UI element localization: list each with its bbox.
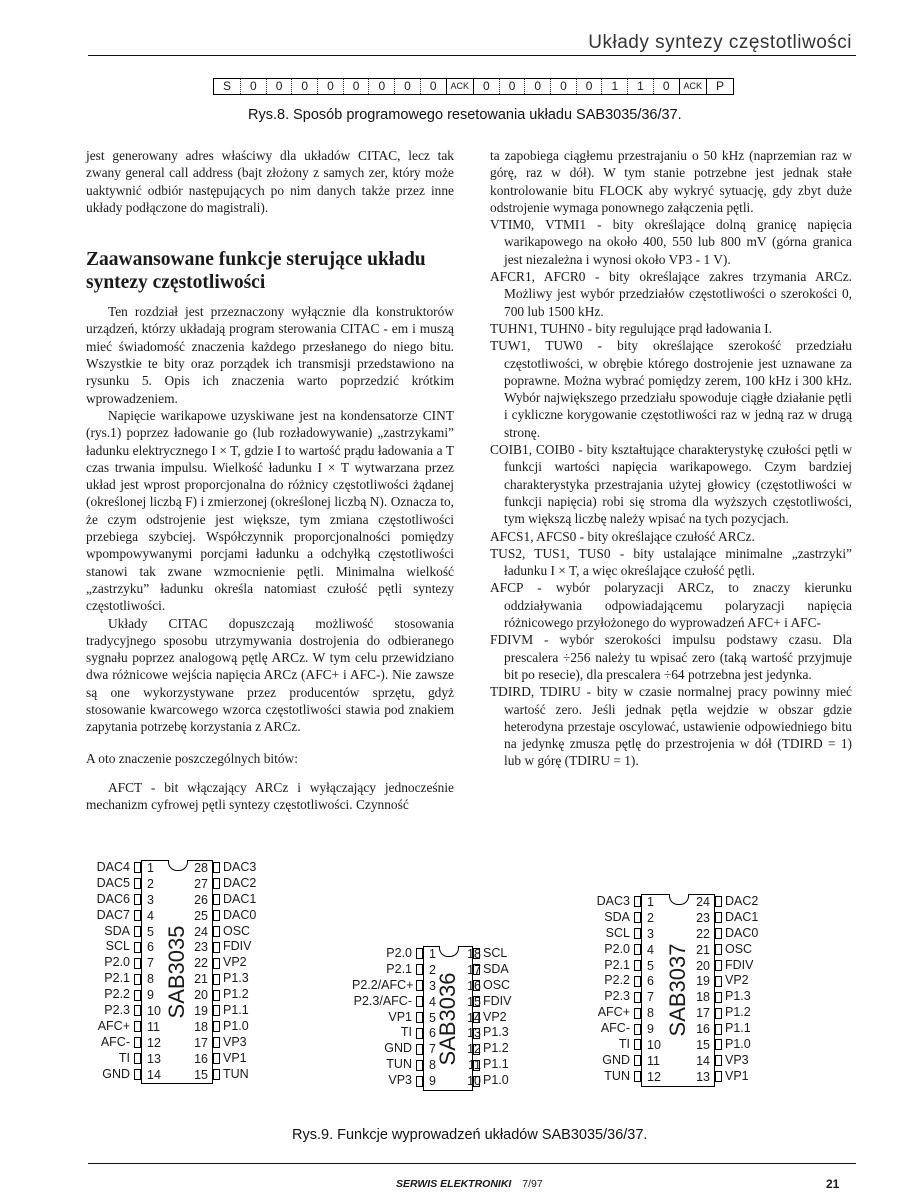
- magazine-name: SERWIS ELEKTRONIKI: [396, 1178, 512, 1190]
- pin-number: 12: [647, 1069, 661, 1084]
- bit-cell: S: [223, 79, 232, 93]
- pin-number: 7: [429, 1042, 436, 1057]
- pin-number: 12: [147, 1035, 161, 1050]
- paragraph-3: Układy CITAC dopuszczają możliwość stosowania tradycyjnego sposobu utrzymywania dostrojenia do odbieranego sygnału poprzez analogową pętlę ARCz. W tym celu przewidziano dwa różnicowe wejścia napięcia ARCz (AFC+ i AFC-). Nie zawsze są one wykorzystywane przez producentów sprzętu, gdyż stosowanie kwarcowego wzorca częstotliwości stawia pod znakiem zapytania potrzebę korzystania z ARCz.: [86, 615, 454, 735]
- pin-marker: [213, 926, 220, 937]
- pin-number: 10: [647, 1038, 661, 1053]
- pin-name: AFC+: [597, 1005, 630, 1020]
- pin-marker: [715, 992, 722, 1003]
- pin-marker: [634, 976, 641, 987]
- pin-number: 28: [194, 861, 208, 875]
- pin-name: P1.3: [483, 1025, 509, 1040]
- pin-name: P2.0: [386, 946, 412, 960]
- pin-name: P1.0: [223, 1018, 249, 1033]
- pin-number: 1: [429, 947, 436, 961]
- pin-number: 26: [194, 892, 208, 907]
- pin-number: 16: [467, 978, 481, 993]
- pin-name: P2.2: [604, 973, 630, 988]
- pin-number: 15: [467, 994, 481, 1009]
- pin-name: SDA: [104, 923, 130, 938]
- intro-paragraph: jest generowany adres właściwy dla układów CITAC, lecz tak zwany general call address (bajt złożony z samych zer, który może uaktywnić odbiór następujących po nim danych także przez inne układy podłączone do magistrali).: [86, 148, 454, 215]
- pin-number: 8: [429, 1058, 436, 1073]
- pin-name: DAC0: [223, 907, 257, 922]
- pin-number: 17: [194, 1035, 208, 1050]
- pin-marker: [715, 1008, 722, 1019]
- pin-marker: [634, 944, 641, 955]
- pin-marker: [416, 996, 423, 1007]
- pin-number: 2: [429, 962, 436, 977]
- pin-name: P2.3/AFC-: [353, 993, 412, 1008]
- bit-cell: 0: [576, 79, 602, 94]
- pin-marker: [416, 948, 423, 959]
- pin-number: 7: [147, 956, 154, 971]
- pin-marker: [213, 990, 220, 1001]
- pin-name: VP1: [388, 1009, 412, 1024]
- pin-number: 21: [194, 972, 208, 987]
- pin-marker: [134, 1021, 141, 1032]
- pin-name: TUN: [386, 1057, 412, 1072]
- running-title: Układy syntezy częstotliwości: [588, 32, 852, 53]
- pin-number: 27: [194, 876, 208, 891]
- pin-marker: [213, 910, 220, 921]
- pin-name: VP3: [388, 1073, 412, 1088]
- pin-name: SCL: [483, 946, 508, 960]
- footer-rule: [88, 1163, 856, 1164]
- pin-name: VP3: [223, 1034, 247, 1049]
- pin-marker: [416, 1044, 423, 1055]
- pin-name: GND: [102, 1066, 130, 1081]
- pin-name: TI: [618, 1037, 630, 1052]
- pin-name: SDA: [604, 909, 630, 924]
- pin-marker: [134, 974, 141, 985]
- bit-cell: 0: [420, 79, 446, 94]
- paragraph-1: Ten rozdział jest przeznaczony wyłącznie dla konstruktorów urządzeń, którzy układają program sterowania CITAC - em i muszą mieć świadomość znaczenia każdego przesłanego do niego bitu. Wszystkie te bity oraz porządek ich transmisji przedstawiono na rysunku 5. Opis ich znaczenia warto poprzedzić krótkim wprowadzeniem.: [86, 304, 454, 406]
- right-column: [490, 147, 852, 770]
- pin-name: TI: [118, 1050, 130, 1065]
- pin-name: SCL: [105, 939, 130, 954]
- pin-marker: [634, 1071, 641, 1082]
- pin-name: P2.1: [104, 971, 130, 986]
- pin-number: 18: [696, 990, 710, 1005]
- pin-marker: [134, 926, 141, 937]
- pin-number: 4: [429, 994, 436, 1009]
- pin-name: GND: [384, 1041, 412, 1056]
- pin-marker: [134, 910, 141, 921]
- pin-marker: [213, 1037, 220, 1048]
- chip-sab3036: [352, 946, 511, 1091]
- pin-number: 14: [147, 1067, 161, 1082]
- pin-marker: [634, 960, 641, 971]
- pin-marker: [416, 1060, 423, 1071]
- pin-number: 20: [194, 988, 208, 1003]
- pin-number: 4: [147, 908, 154, 923]
- pin-name: VP1: [725, 1068, 749, 1083]
- pin-number: 3: [647, 926, 654, 941]
- pin-marker: [213, 862, 220, 873]
- bit-description-0: ta zapobiega ciągłemu przestrajaniu o 50 kHz (naprzemian raz w górę, raz w dół). W tym stanie potrzebne jest jednak stałe kontrolowanie bitu FLOCK aby wykryć sytuację, gdy zbyt duże odstrojenie wymaga ponownego załączenia pętli.: [490, 148, 852, 215]
- pin-number: 19: [194, 1004, 208, 1019]
- pin-name: TI: [400, 1025, 412, 1040]
- pin-marker: [134, 1069, 141, 1080]
- pin-name: AFC-: [100, 1034, 130, 1049]
- pin-number: 5: [647, 958, 654, 973]
- pin-number: 10: [467, 1074, 481, 1089]
- pin-name: DAC4: [96, 860, 130, 874]
- afct-paragraph: AFCT - bit włączający ARCz i wyłączający jednocześnie mechanizm cyfrowej pętli syntezy częstotliwości. Czynność: [86, 779, 454, 813]
- bit-cell: 0: [317, 79, 343, 94]
- pin-marker: [416, 1076, 423, 1087]
- pin-marker: [715, 976, 722, 987]
- pin-name: VP3: [725, 1052, 749, 1067]
- pin-name: FDIV: [483, 993, 512, 1008]
- pin-marker: [134, 878, 141, 889]
- bit-description-3: TUHN1, TUHN0 - bity regulujące prąd ładowania I.: [490, 320, 772, 336]
- pin-marker: [134, 958, 141, 969]
- pin-marker: [715, 1024, 722, 1035]
- bit-cell: 0: [550, 79, 576, 94]
- pin-name: P2.1: [386, 961, 412, 976]
- bit-cell: 0: [240, 79, 266, 94]
- pin-marker: [715, 1071, 722, 1082]
- bit-cell: 0: [499, 79, 525, 94]
- pin-name: P2.3: [604, 989, 630, 1004]
- pin-name: P1.1: [725, 1021, 751, 1036]
- pin-name: P1.3: [223, 971, 249, 986]
- pin-number: 4: [647, 942, 654, 957]
- chip-sab3037: [570, 894, 758, 1087]
- bit-description-6: AFCS1, AFCS0 - bity określające czułość ARCz.: [490, 528, 755, 544]
- pin-marker: [634, 992, 641, 1003]
- pin-marker: [213, 974, 220, 985]
- pin-name: OSC: [725, 941, 753, 956]
- pin-name: OSC: [223, 923, 251, 938]
- paragraph-4: A oto znaczenie poszczególnych bitów:: [86, 750, 298, 766]
- pin-number: 20: [696, 958, 710, 973]
- pin-marker: [134, 894, 141, 905]
- pin-number: 8: [147, 972, 154, 987]
- pin-name: VP2: [223, 955, 247, 970]
- footer-magazine: [396, 1178, 543, 1190]
- pin-name: VP1: [223, 1050, 247, 1065]
- section-heading: Zaawansowane funkcje sterujące układu syntezy częstotliwości: [86, 249, 426, 294]
- pin-marker: [634, 1024, 641, 1035]
- bit-description-5: COIB1, COIB0 - bity kształtujące charakterystykę czułości pętli w funkcji wartości napięcia warikapowego. Czym bardziej charakterystyka przestrajania użytej głowicy (częstotliwości w funkcji napięcia) robi się stroma dla wyższych częstotliwości, tym większą liczbę należy wpisać na tych pozycjach.: [490, 442, 852, 527]
- pin-marker: [416, 964, 423, 975]
- pin-number: 5: [429, 1010, 436, 1025]
- pin-marker: [715, 1039, 722, 1050]
- bit-description-1: VTIM0, VTMI1 - bity określające dolną granicę napięcia warikapowego na około 400, 550 lub 800 mV (górna granica jest niezależna i wynosi około VP3 - 1 V).: [490, 217, 852, 267]
- pin-marker: [634, 928, 641, 939]
- pin-number: 25: [194, 908, 208, 923]
- pin-marker: [634, 912, 641, 923]
- bit-cell: ACK: [446, 79, 475, 94]
- pin-number: 22: [696, 926, 710, 941]
- pin-marker: [213, 878, 220, 889]
- pin-name: P1.3: [725, 989, 751, 1004]
- chip-body: 1 2 3 4 5 6 7 8 9 18 17 16 15 14 13 12 11 10 SAB3036: [423, 946, 473, 1091]
- pin-number: 23: [696, 910, 710, 925]
- bit-sequence-diagram: [213, 78, 734, 95]
- pin-name: AFC-: [600, 1021, 630, 1036]
- pin-name: DAC6: [96, 891, 130, 906]
- bit-cell: ACK: [679, 79, 708, 94]
- bit-cell: 0: [266, 79, 292, 94]
- pin-name: P1.1: [483, 1057, 509, 1072]
- pin-name: DAC3: [223, 860, 257, 874]
- pin-name: DAC2: [223, 875, 257, 890]
- pin-name: GND: [602, 1052, 630, 1067]
- pin-name: P1.2: [725, 1005, 751, 1020]
- pin-marker: [213, 894, 220, 905]
- pin-number: 18: [194, 1019, 208, 1034]
- bit-cell: P: [716, 79, 725, 93]
- pin-marker: [213, 942, 220, 953]
- chip-body: 1 2 3 4 5 6 7 8 9 10 11 12 13 14 28 27 26 25 24 23 22 21 20 19 18 17 16 15 SAB3035: [141, 860, 213, 1084]
- pin-name: P1.2: [223, 987, 249, 1002]
- pin-number: 11: [647, 1053, 660, 1068]
- pin-number: 19: [696, 974, 710, 989]
- pin-number: 6: [429, 1026, 436, 1041]
- pin-number: 14: [467, 1010, 481, 1025]
- pin-marker: [213, 1069, 220, 1080]
- pin-number: 1: [647, 895, 654, 909]
- pin-name: OSC: [483, 977, 511, 992]
- pin-marker: [715, 912, 722, 923]
- pin-name: FDIV: [223, 939, 252, 954]
- bit-description-7: TUS2, TUS1, TUS0 - bity ustalające minimalne „zastrzyki” ładunku I × T, a więc określające czułość pętli.: [490, 545, 852, 579]
- chip-sab3035: [70, 860, 256, 1084]
- pin-number: 2: [647, 910, 654, 925]
- bit-cell: 0: [653, 79, 679, 94]
- pin-name: DAC1: [725, 909, 759, 924]
- pin-marker: [416, 1012, 423, 1023]
- pin-name: AFC+: [97, 1018, 130, 1033]
- pin-marker: [213, 1021, 220, 1032]
- bit-cell: 0: [524, 79, 550, 94]
- pin-name: DAC1: [223, 891, 257, 906]
- issue-number: 7/97: [522, 1178, 543, 1190]
- pin-name: P2.0: [104, 955, 130, 970]
- header-rule: [88, 55, 856, 56]
- figure8-caption: Rys.8. Sposób programowego resetowania układu SAB3035/36/37.: [248, 107, 682, 123]
- pin-name: SCL: [605, 925, 630, 940]
- pin-marker: [634, 1039, 641, 1050]
- pin-number: 11: [147, 1019, 160, 1034]
- pin-name: P1.0: [725, 1037, 751, 1052]
- bit-cell: 0: [368, 79, 394, 94]
- pin-marker: [134, 1053, 141, 1064]
- pin-name: DAC0: [725, 925, 759, 940]
- bit-description-4: TUW1, TUW0 - bity określające szerokość przedziału częstotliwości, w obrębie którego dostrojenie jest uznawane za poprawne. Można wybrać pomiędzy zerem, 100 kHz i 300 kHz. Wybór największego przedziału spowoduje ciągłe działanie pętli i cykliczne korygowanie częstotliwości raz w jedną raz w drugą stronę.: [490, 338, 852, 440]
- pin-number: 3: [429, 978, 436, 993]
- pin-marker: [715, 944, 722, 955]
- pin-number: 7: [647, 990, 654, 1005]
- pin-name: VP2: [725, 973, 749, 988]
- pin-marker: [715, 896, 722, 907]
- pin-number: 13: [696, 1069, 710, 1084]
- pin-number: 10: [147, 1004, 161, 1019]
- pin-number: 8: [647, 1006, 654, 1021]
- pin-name: SDA: [483, 961, 509, 976]
- pin-marker: [213, 1005, 220, 1016]
- pin-name: P1.0: [483, 1073, 509, 1088]
- left-column: [86, 147, 454, 814]
- pin-name: P2.2/AFC+: [352, 977, 414, 992]
- pin-name: P2.2: [104, 987, 130, 1002]
- pin-name: DAC3: [596, 894, 630, 908]
- pin-marker: [134, 1005, 141, 1016]
- pin-marker: [715, 1055, 722, 1066]
- pin-number: 16: [194, 1051, 208, 1066]
- pin-marker: [134, 990, 141, 1001]
- pin-number: 16: [696, 1022, 710, 1037]
- pin-number: 18: [467, 947, 481, 961]
- pin-marker: [634, 896, 641, 907]
- pin-number: 6: [147, 940, 154, 955]
- pin-number: 14: [696, 1053, 710, 1068]
- pin-marker: [634, 1008, 641, 1019]
- bit-description-2: AFCR1, AFCR0 - bity określające zakres trzymania ARCz. Możliwy jest wybór przedziałów częstotliwości o szerokości 0, 700 lub 1500 kHz.: [490, 269, 852, 319]
- bit-cell: 0: [483, 79, 490, 93]
- pin-number: 3: [147, 892, 154, 907]
- pin-number: 9: [647, 1022, 654, 1037]
- pin-number: 21: [696, 942, 710, 957]
- pin-name: P1.2: [483, 1041, 509, 1056]
- pin-name: P1.1: [223, 1003, 249, 1018]
- pin-number: 23: [194, 940, 208, 955]
- pin-marker: [134, 1037, 141, 1048]
- chip-body: 1 2 3 4 5 6 7 8 9 10 11 12 24 23 22 21 20 19 18 17 16 15 14 13 SAB3037: [641, 894, 715, 1087]
- bit-cell: 0: [291, 79, 317, 94]
- bit-description-10: TDIRD, TDIRU - bity w czasie normalnej pracy powinny mieć wartość zero. Jeśli jednak pętla wejdzie w obszar gdzie heterodyna przestaje oscylować, ustawienie odpowiedniego bitu na jedynkę zmusza pętlę do przestrojenia w dół (TDIRD = 1) lub w górę (TDIRU = 1).: [490, 684, 852, 769]
- pin-number: 9: [429, 1074, 436, 1089]
- pin-marker: [416, 980, 423, 991]
- pin-number: 22: [194, 956, 208, 971]
- pin-number: 15: [194, 1067, 208, 1082]
- pin-marker: [213, 958, 220, 969]
- pin-number: 5: [147, 924, 154, 939]
- pin-number: 24: [194, 924, 208, 939]
- pin-name: TUN: [604, 1068, 630, 1083]
- bit-description-9: FDIVM - wybór szerokości impulsu podstawy czasu. Dla prescalera ÷256 należy tu wpisać zero (taką wartość przyjmuje bit po resecie), dla prescalera ÷64 potrzebna jest jedynka.: [490, 632, 852, 682]
- pin-name: TUN: [223, 1066, 249, 1081]
- pin-name: P2.3: [104, 1003, 130, 1018]
- pin-name: FDIV: [725, 957, 754, 972]
- page-number: 21: [826, 1177, 840, 1191]
- pin-name: DAC5: [96, 875, 130, 890]
- bit-cell: 0: [394, 79, 420, 94]
- pin-marker: [134, 942, 141, 953]
- pin-number: 9: [147, 988, 154, 1003]
- pin-number: 12: [467, 1042, 481, 1057]
- pin-number: 15: [696, 1038, 710, 1053]
- pin-name: P2.1: [604, 957, 630, 972]
- pin-number: 6: [647, 974, 654, 989]
- pin-marker: [134, 862, 141, 873]
- pin-name: DAC7: [96, 907, 130, 922]
- bit-cell: 0: [343, 79, 369, 94]
- pin-marker: [416, 1028, 423, 1039]
- pin-number: 17: [696, 1006, 710, 1021]
- pin-marker: [715, 928, 722, 939]
- bit-description-8: AFCP - wybór polaryzacji ARCz, to znaczy kierunku oddziaływania odpowiadającemu polaryzacji napięcia różnicowego przyłożonego do wyprowadzeń AFC+ i AFC-: [490, 580, 852, 631]
- pin-number: 17: [467, 962, 481, 977]
- pin-marker: [634, 1055, 641, 1066]
- pin-name: DAC2: [725, 894, 759, 908]
- pin-number: 13: [147, 1051, 161, 1066]
- pin-number: 11: [468, 1058, 481, 1073]
- paragraph-2: Napięcie warikapowe uzyskiwane jest na kondensatorze CINT (rys.1) poprzez ładowanie go (lub rozładowywanie) „zastrzykami” ładunku elektrycznego I × T, gdzie I to wartość prądu ładowania a T czas trwania impulsu. Wielkość ładunku I × T wytwarzana przez układ jest wprost proporcjonalna do różnicy częstotliwości żądanej (określonej liczbą F) i zmierzonej (określonej liczbą N). Oznacza to, że czym odstrojenie jest większe, tym zmiana częstotliwości przebiega szybciej. Współczynnik proporcjonalności pomiędzy wpompowywanymi porcjami ładunku a odchyłką częstotliwości stanowi tak zwane wzmocnienie pętli. Minimalna wielkość „zastrzyku” ładunku określa natomiast czułość pętli syntezy częstotliwości.: [86, 407, 454, 614]
- pin-name: P2.0: [604, 941, 630, 956]
- pin-marker: [715, 960, 722, 971]
- bit-cell: 1: [601, 79, 627, 94]
- pin-number: 1: [147, 861, 154, 875]
- pin-marker: [213, 1053, 220, 1064]
- figure9-caption: Rys.9. Funkcje wyprowadzeń układów SAB3035/36/37.: [292, 1127, 648, 1143]
- pin-number: 24: [696, 895, 710, 909]
- pin-number: 2: [147, 876, 154, 891]
- bit-cell: 1: [627, 79, 653, 94]
- pin-number: 13: [467, 1026, 481, 1041]
- pin-name: VP2: [483, 1009, 507, 1024]
